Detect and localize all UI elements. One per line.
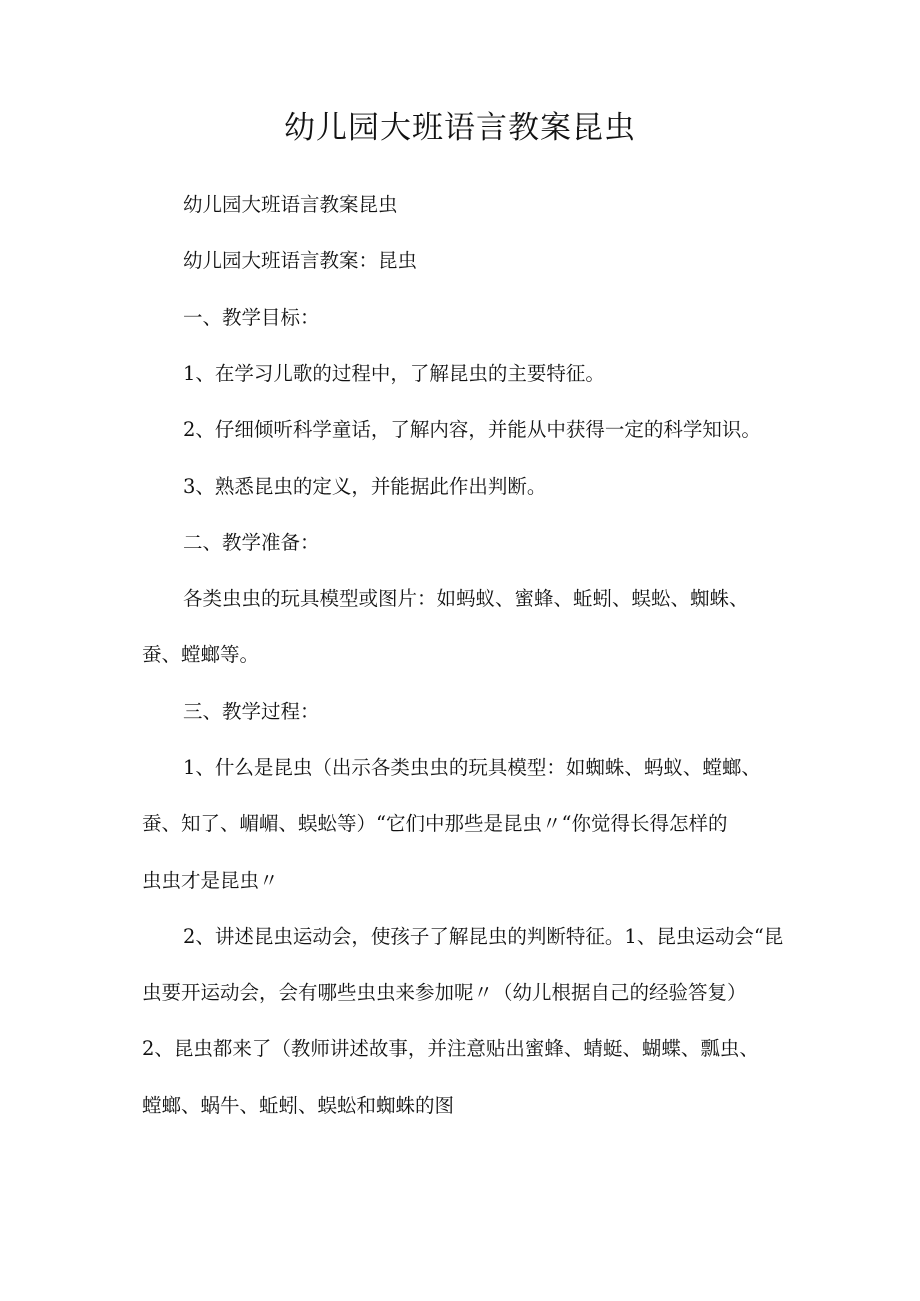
- section-heading: 一、教学目标：: [183, 306, 320, 329]
- body-line: 幼儿园大班语言教案昆虫: [183, 193, 398, 216]
- body-line: 各类虫虫的玩具模型或图片：如蚂蚁、蜜蜂、蚯蚓、蜈蚣、蜘蛛、: [183, 587, 749, 610]
- body-line: 1、在学习儿歌的过程中，了解昆虫的主要特征。: [183, 362, 605, 385]
- body-line: 2、昆虫都来了（教师讲述故事，并注意贴出蜜蜂、蜻蜓、蝴蝶、瓢虫、: [142, 1037, 759, 1060]
- body-line: 3、熟悉昆虫的定义，并能据此作出判断。: [183, 475, 547, 498]
- body-line: 蚕、螳螂等。: [142, 643, 260, 666]
- body-line: 2、仔细倾听科学童话，了解内容，并能从中获得一定的科学知识。: [183, 418, 761, 441]
- body-line: 虫要开运动会，会有哪些虫虫来参加呢〃（幼儿根据自己的经验答复）: [142, 981, 747, 1004]
- body-line: 螳螂、蜗牛、蚯蚓、蜈蚣和蜘蛛的图: [142, 1094, 455, 1117]
- section-heading: 二、教学准备：: [183, 531, 320, 554]
- body-line: 虫虫才是昆虫〃: [142, 869, 279, 892]
- document-title: 幼儿园大班语言教案昆虫: [284, 110, 636, 146]
- body-line: 幼儿园大班语言教案：昆虫: [183, 249, 418, 272]
- body-line: 2、讲述昆虫运动会，使孩子了解昆虫的判断特征。1、昆虫运动会“昆: [183, 925, 784, 948]
- body-line: 蚕、知了、嵋嵋、蜈蚣等）“它们中那些是昆虫〃“你觉得长得怎样的: [142, 812, 728, 835]
- section-heading: 三、教学过程：: [183, 700, 320, 723]
- body-line: 1、什么是昆虫（出示各类虫虫的玩具模型：如蜘蛛、蚂蚁、螳螂、: [183, 756, 761, 779]
